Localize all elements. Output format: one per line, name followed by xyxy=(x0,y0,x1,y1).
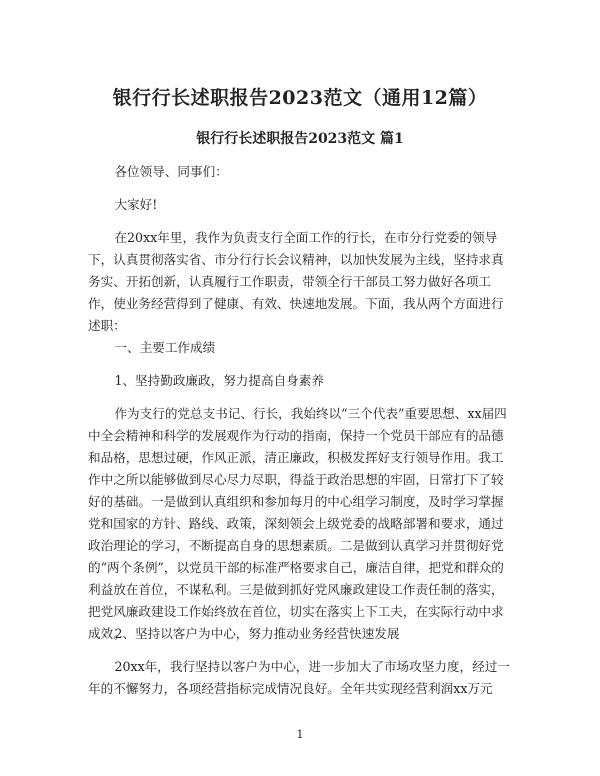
body-paragraph-1: 作为支行的党总支书记、行长，我始终以“三个代表”重要思想、xx届四中全会精神和科学的发展观作为行动的指南，保持一个党员干部应有的品德和品格，思想过硬，作风正派，清正廉政，积极发挥好支行领导作用。我工作中之所以能够做到尽心尽力尽职，得益于政治思想的牢固，日常打下了较好的基础。一是做到认真组织和参加每月的中心组学习制度，及时学习掌握党和国家的方针、路线、政策，深刻领会上级党委的战略部署和要求，通过政治理论的学习，不断提高自身的思想素质。二是做到认真学习并贯彻好党的“两个条例”，以党员干部的标准严格要求自己，廉洁自律，把党和群众的利益放在首位，不谋私利。三是做到抓好党风廉政建设工作责任制的落实，把党风廉政建设工作始终放在首位，切实在落实上下工夫，在实际行动中求成效。 xyxy=(88,406,507,641)
salutation: 各位领导、同事们： xyxy=(114,164,228,179)
subheading-1: 1、坚持勤政廉政，努力提高自身素养 xyxy=(114,373,324,388)
subheading-2: 2、坚持以客户为中心，努力推动业务经营快速发展 xyxy=(114,626,400,641)
page-number: 1 xyxy=(296,728,304,741)
section-title: 银行行长述职报告2023范文 篇1 xyxy=(196,131,404,147)
greeting: 大家好! xyxy=(114,197,158,212)
body-paragraph-2: 20xx年，我行坚持以客户为中心，进一步加大了市场攻坚力度，经过一年的不懈努力，各项经营指标完成情况良好。全年共实现经营利润xx万元 xyxy=(88,659,510,696)
intro-paragraph: 在20xx年里，我作为负责支行全面工作的行长，在市分行党委的领导下，认真贯彻落实省、市分行行长会议精神，以加快发展为主线，坚持求真务实、开拓创新，认真履行工作职责，带领全行干部员工努力做好各项工作，使业务经营得到了健康、有效、快速地发展。下面，我从两个方面进行述职： xyxy=(88,230,504,333)
heading-main-achievements: 一、主要工作成绩 xyxy=(114,340,216,355)
document-title: 银行行长述职报告2023范文（通用12篇） xyxy=(112,87,488,109)
